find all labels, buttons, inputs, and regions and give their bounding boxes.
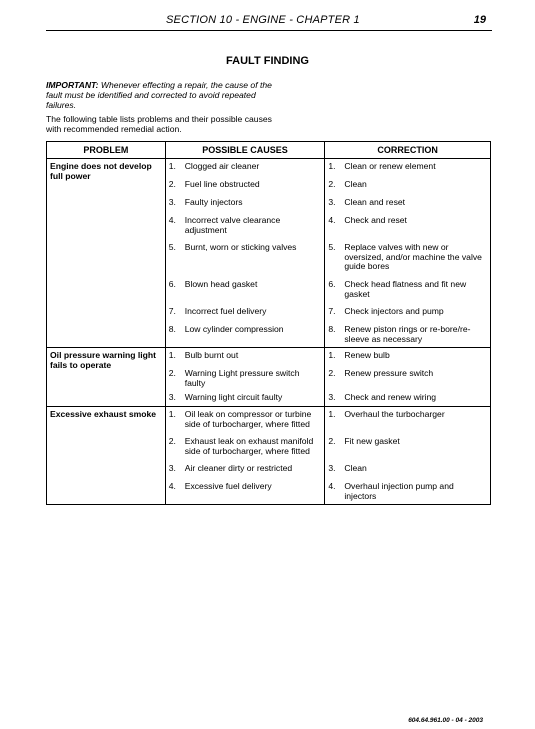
correction-text: Renew piston rings or re-bore/re-sleeve as necessary [344, 324, 471, 344]
correction-text: Clean [344, 179, 367, 189]
correction-text: Replace valves with new or oversized, and/or machine the valve guide bores [344, 242, 482, 271]
correction-cell [325, 407, 491, 505]
correction-cell [325, 348, 491, 407]
causes-cell [165, 407, 325, 505]
cause-number: 7. [168, 306, 176, 316]
correction-item [325, 162, 490, 180]
cause-item [166, 351, 325, 369]
cause-item [166, 307, 325, 325]
correction-number: 3. [328, 197, 336, 207]
problem-cell: Oil pressure warning light fails to operate [47, 348, 166, 407]
cause-text: Air cleaner dirty or restricted [184, 463, 293, 473]
footer-doc-code: 604.64.961.00 - 04 - 2003 [408, 717, 483, 724]
correction-number: 8. [328, 324, 336, 334]
cause-number: 3. [168, 392, 176, 402]
cause-number: 8. [168, 324, 176, 334]
correction-cell [325, 159, 491, 348]
problem-cell: Engine does not develop full power [47, 159, 166, 348]
causes-cell [165, 159, 325, 348]
correction-item [325, 464, 490, 482]
cause-text: Clogged air cleaner [184, 161, 260, 171]
correction-item [325, 482, 490, 504]
correction-number: 2. [328, 368, 336, 378]
correction-text: Clean or renew element [344, 161, 436, 171]
cause-item [166, 216, 325, 243]
table-row [47, 407, 491, 505]
correction-text: Clean and reset [344, 197, 406, 207]
header-rule [46, 30, 492, 31]
important-text: Whenever effecting a repair, the cause of the fault must be identified and corrected to avoid repeated failures. [46, 80, 272, 110]
cause-number: 4. [168, 215, 176, 225]
problem-cell: Excessive exhaust smoke [47, 407, 166, 505]
header-problem: PROBLEM [47, 142, 166, 159]
correction-item [325, 325, 490, 347]
important-note [46, 80, 276, 110]
cause-text: Warning Light pressure switch faulty [184, 368, 300, 388]
correction-text: Check and renew wiring [344, 392, 437, 402]
correction-item [325, 198, 490, 216]
cause-number: 2. [168, 179, 176, 189]
correction-number: 5. [328, 242, 336, 252]
correction-text: Clean [344, 463, 367, 473]
cause-text: Burnt, worn or sticking valves [184, 242, 297, 252]
correction-item [325, 307, 490, 325]
document-title: FAULT FINDING [226, 55, 309, 67]
cause-number: 6. [168, 279, 176, 289]
table-header-row [47, 142, 491, 159]
cause-number: 1. [168, 350, 176, 360]
correction-number: 4. [328, 215, 336, 225]
correction-number: 1. [328, 161, 336, 171]
page-header [46, 14, 492, 30]
cause-number: 3. [168, 197, 176, 207]
intro-text [46, 80, 276, 134]
important-label: IMPORTANT: [46, 80, 99, 90]
correction-number: 3. [328, 463, 336, 473]
cause-text: Low cylinder compression [184, 324, 284, 334]
table-row [47, 348, 491, 407]
cause-item [166, 369, 325, 393]
cause-item [166, 393, 325, 406]
correction-text: Renew bulb [344, 350, 390, 360]
cause-number: 4. [168, 481, 176, 491]
fault-finding-table [46, 141, 491, 505]
correction-text: Check injectors and pump [344, 306, 444, 316]
cause-item [166, 162, 325, 180]
correction-item [325, 369, 490, 393]
cause-text: Incorrect valve clearance adjustment [184, 215, 281, 235]
correction-text: Check head flatness and fit new gasket [344, 279, 467, 299]
correction-text: Overhaul injection pump and injectors [344, 481, 454, 501]
cause-text: Incorrect fuel delivery [184, 306, 267, 316]
cause-number: 2. [168, 436, 176, 446]
cause-number: 1. [168, 161, 176, 171]
correction-item [325, 410, 490, 437]
cause-text: Faulty injectors [184, 197, 243, 207]
correction-text: Fit new gasket [344, 436, 400, 446]
correction-item [325, 437, 490, 464]
table-description: The following table lists problems and their possible causes with recommended remedial action. [46, 114, 272, 134]
correction-item [325, 243, 490, 280]
correction-text: Check and reset [344, 215, 407, 225]
header-possible-causes: POSSIBLE CAUSES [165, 142, 325, 159]
cause-text: Fuel line obstructed [184, 179, 260, 189]
cause-item [166, 325, 325, 347]
correction-number: 3. [328, 392, 336, 402]
cause-number: 5. [168, 242, 176, 252]
correction-number: 7. [328, 306, 336, 316]
correction-number: 2. [328, 436, 336, 446]
cause-text: Oil leak on compressor or turbine side of turbocharger, where fitted [184, 409, 312, 429]
cause-number: 3. [168, 463, 176, 473]
table-row [47, 159, 491, 348]
cause-number: 1. [168, 409, 176, 419]
correction-item [325, 216, 490, 243]
cause-item [166, 243, 325, 280]
causes-cell [165, 348, 325, 407]
cause-item [166, 198, 325, 216]
cause-item [166, 180, 325, 198]
correction-number: 4. [328, 481, 336, 491]
cause-item [166, 410, 325, 437]
header-correction: CORRECTION [325, 142, 491, 159]
cause-text: Bulb burnt out [184, 350, 239, 360]
cause-text: Excessive fuel delivery [184, 481, 272, 491]
cause-item [166, 482, 325, 504]
page-number: 19 [473, 14, 486, 26]
cause-text: Exhaust leak on exhaust manifold side of turbocharger, where fitted [184, 436, 314, 456]
correction-number: 2. [328, 179, 336, 189]
cause-text: Blown head gasket [184, 279, 258, 289]
cause-item [166, 464, 325, 482]
cause-item [166, 437, 325, 464]
correction-item [325, 280, 490, 307]
cause-number: 2. [168, 368, 176, 378]
section-heading: SECTION 10 - ENGINE - CHAPTER 1 [166, 14, 360, 26]
cause-item [166, 280, 325, 307]
correction-number: 1. [328, 409, 336, 419]
correction-item [325, 351, 490, 369]
correction-item [325, 393, 490, 406]
correction-text: Overhaul the turbocharger [344, 409, 445, 419]
correction-number: 6. [328, 279, 336, 289]
correction-item [325, 180, 490, 198]
correction-number: 1. [328, 350, 336, 360]
correction-text: Renew pressure switch [344, 368, 434, 378]
cause-text: Warning light circuit faulty [184, 392, 283, 402]
